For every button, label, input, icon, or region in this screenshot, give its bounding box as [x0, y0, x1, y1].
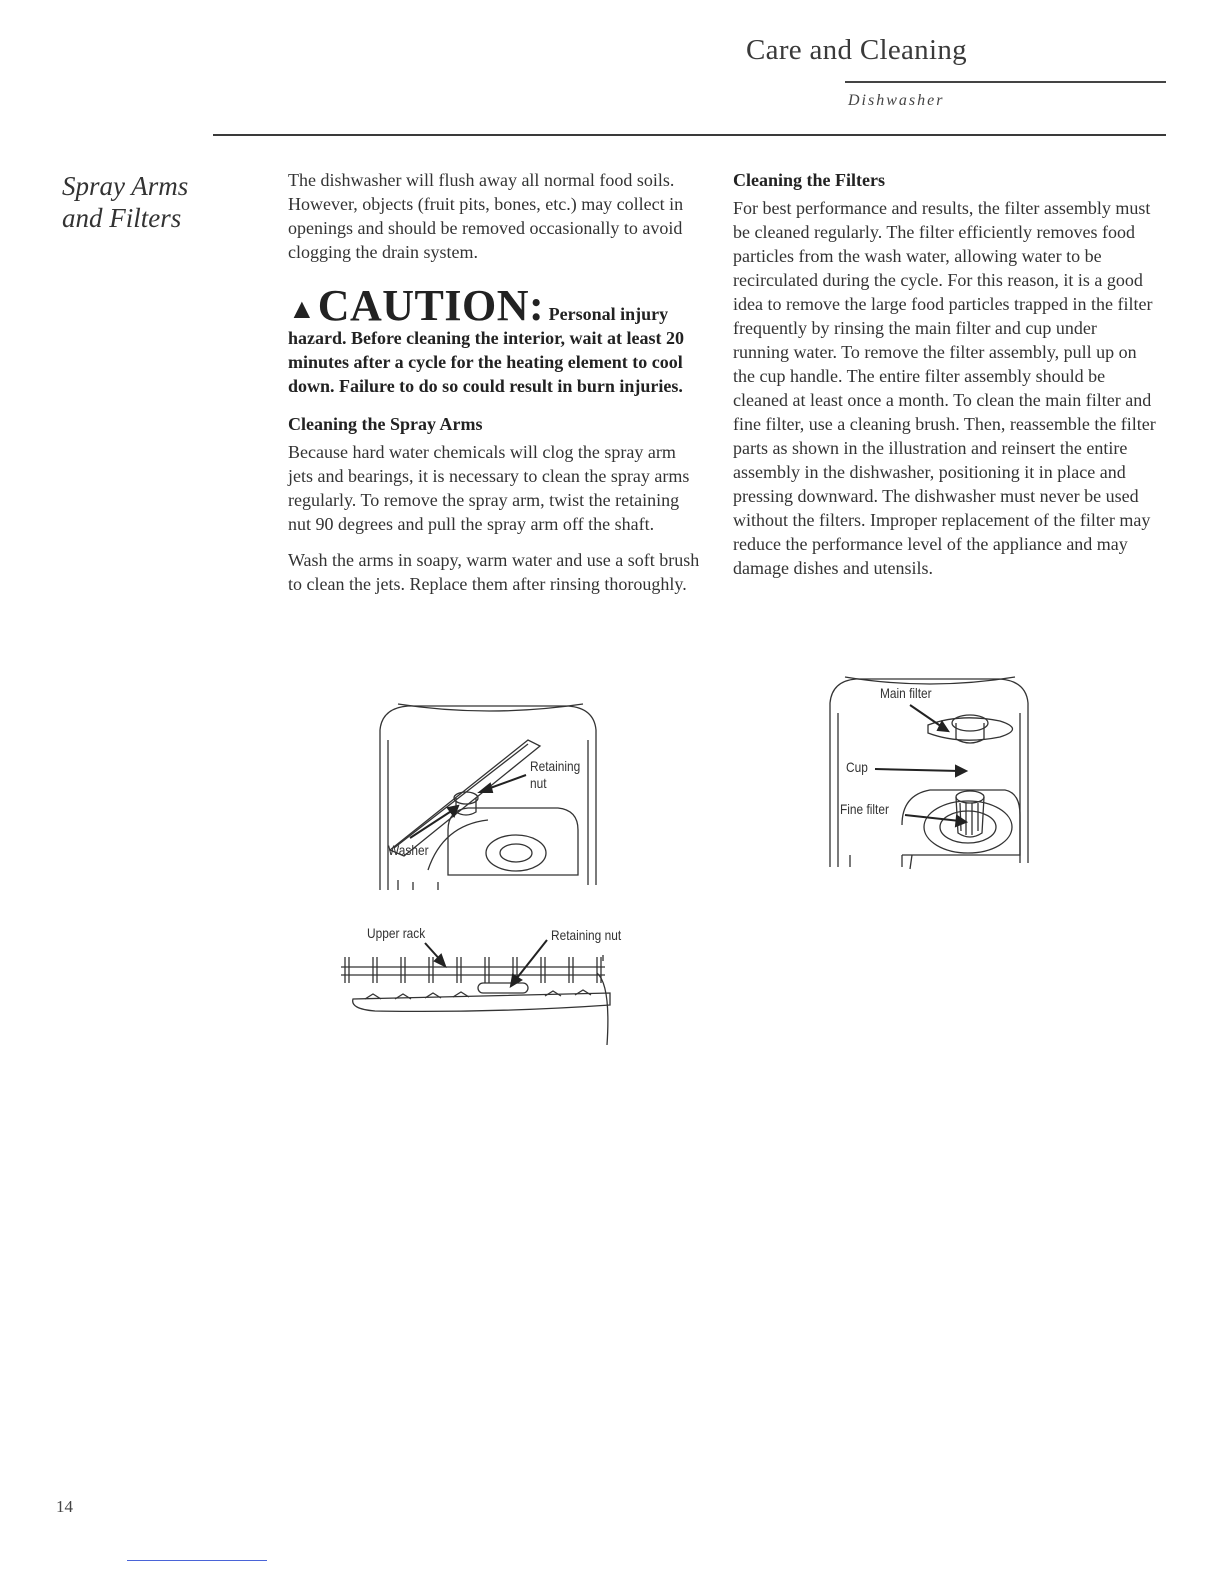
caution-block	[288, 281, 703, 398]
fine-filter-label: Fine filter	[840, 801, 889, 817]
page-header-title: Care and Cleaning	[746, 34, 967, 66]
spray-arm-illustration	[368, 700, 608, 895]
intro-paragraph: The dishwasher will flush away all normal food soils. However, objects (fruit pits, bones, etc.) may collect in openings and should be removed occasionally to avoid clogging the drain system.	[288, 170, 684, 262]
spray-arms-heading: Cleaning the Spray Arms	[288, 414, 483, 434]
left-column	[288, 168, 703, 608]
filters-paragraph: For best performance and results, the filter assembly must be cleaned regularly. The filter efficiently removes food particles from the wash water, allowing water to be recirculated during the cycle. For this reason, it is a good idea to remove the large food particles trapped in the filter frequently by rinsing the main filter and cup under running water. To remove the filter assembly, pull up on the cup handle. The entire filter assembly should be cleaned at least once a month. To clean the main filter and fine filter, use a cleaning brush. Then, reassemble the filter parts as shown in the illustration and reinsert the entire assembly in the dishwasher, positioning it in place and pressing downward. The dishwasher must never be used without the filters. Improper replacement of the filter may reduce the performance level of the appliance and may damage dishes and utensils.	[733, 198, 1156, 578]
main-filter-label: Main filter	[880, 685, 932, 701]
cup-label: Cup	[846, 759, 868, 775]
spray-arm-drawing	[368, 700, 608, 895]
page-number: 14	[56, 1497, 73, 1516]
washer-label: Washer	[388, 842, 429, 858]
retaining-nut-label: Retaining nut	[530, 758, 581, 791]
caution-text: Personal injury hazard. Before cleaning the interior, wait at least 20 minutes after a cycle for the heating element to cool down. Failure to do so could result in burn injuries.	[288, 304, 684, 396]
footer-rule	[127, 1560, 267, 1561]
filters-heading: Cleaning the Filters	[733, 170, 885, 190]
upper-rack-label: Upper rack	[367, 925, 426, 941]
upper-rack-illustration	[335, 925, 635, 1050]
spray-arms-paragraph-1: Because hard water chemicals will clog the spray arm jets and bearings, it is necessary to clean the spray arms regularly. To remove the spray arm, twist the retaining nut 90 degrees and pull the spray arm off the shaft.	[288, 442, 690, 534]
page-header-subtitle: Dishwasher	[848, 92, 945, 109]
caution-word: CAUTION:	[317, 281, 545, 330]
header-divider	[213, 134, 1166, 136]
filter-assembly-illustration	[820, 675, 1035, 870]
right-column	[733, 168, 1156, 592]
retaining-nut-rack-label: Retaining nut	[551, 927, 622, 943]
section-title: Spray Arms and Filters	[62, 171, 189, 233]
warning-triangle-icon: ▲	[288, 294, 316, 325]
spray-arms-paragraph-2: Wash the arms in soapy, warm water and use a soft brush to clean the jets. Replace them after rinsing thoroughly.	[288, 550, 700, 594]
header-rule-short	[845, 81, 1166, 83]
